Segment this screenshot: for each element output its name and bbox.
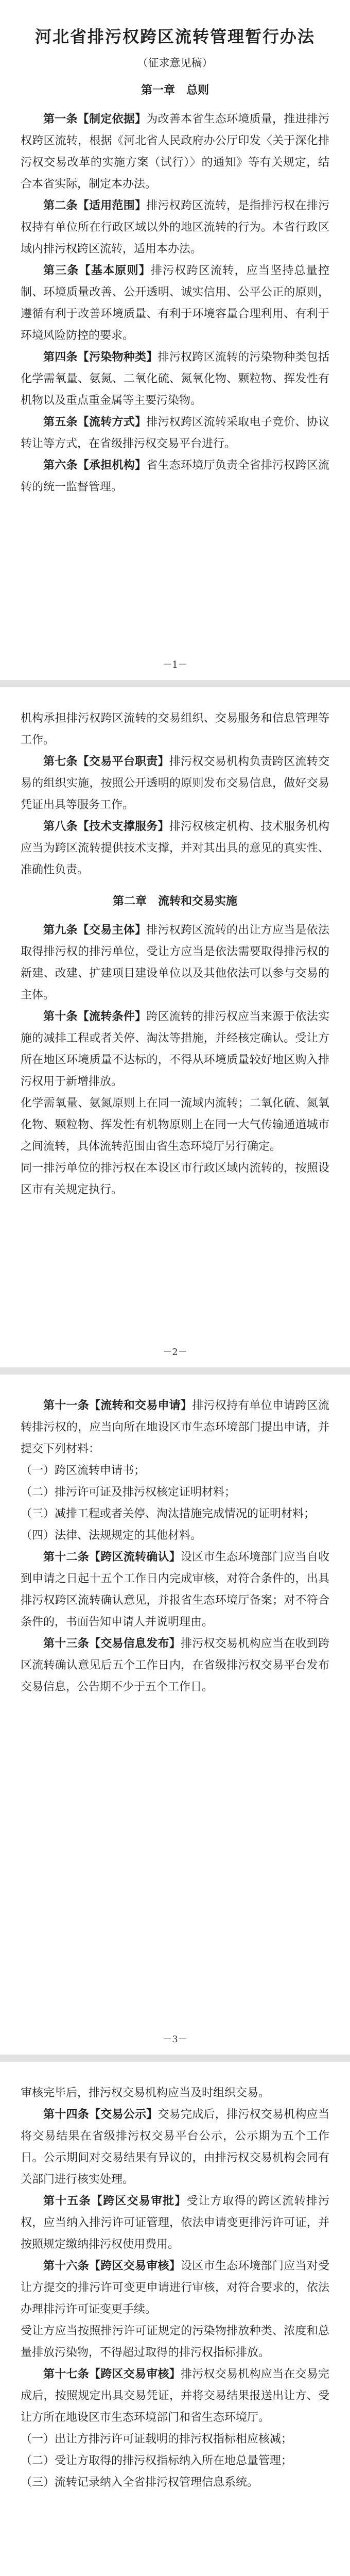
- article-number: 第五条【流转方式】: [43, 416, 147, 429]
- chapter-heading: 第一章 总则: [141, 84, 209, 97]
- article-text: 同一排污单位的排污权在本设区市行政区域内流转的，按照设区市有关规定执行。: [21, 1162, 329, 1196]
- body-paragraph: [21, 1482, 329, 1503]
- document-page: [0, 687, 350, 1367]
- article-text: （一）跨区流转申请书；: [21, 1464, 146, 1477]
- article-paragraph: [21, 195, 329, 260]
- article-number: 第四条【污染物种类】: [43, 351, 158, 364]
- article-number: 第八条【技术支撑服务】: [43, 820, 169, 833]
- article-number: 第十六条【跨区交易审核】: [43, 2260, 181, 2273]
- article-number: 第六条【承担机构】: [43, 459, 147, 472]
- article-text: 排污权交易机构应当在收到跨区流转确认意见后五个工作日内，在省级排污权交易平台发布交易信息，公告期不少于五个工作日。: [21, 1637, 329, 1693]
- article-text: （一）出让方排污许可证载明的排污权指标相应核减；: [21, 2433, 293, 2446]
- article-text: （四）法律、法规规定的其他材料。: [21, 1529, 202, 1542]
- article-text: 跨区流转的排污权应当来源于依法实施的减排工程或者关停、淘汰等措施，并经核定确认。受让方所在地区环境质量不达标的，不得从环境质量较好地区购入排污权用于新增排放。: [21, 1010, 329, 1088]
- body-paragraph: [21, 2472, 329, 2494]
- article-text: 排污权跨区流转的污染物种类包括化学需氧量、氨氮、二氧化硫、氮氧化物、颗粒物、挥发性有机物以及重点重金属等主要污染物。: [21, 351, 329, 407]
- article-text: 受让方取得的跨区流转排污权，应当纳入排污许可证管理，依法申请变更排污许可证，并按照规定缴纳排污权使用费用。: [21, 2195, 329, 2251]
- article-paragraph: [21, 816, 329, 881]
- page-number: －3－: [163, 2034, 187, 2045]
- body-paragraph: [21, 1503, 329, 1525]
- article-text: 为改善本省生态环境质量，推进排污权跨区流转，根据《河北省人民政府办公厅印发〈关于深化排污权交易改革的实施方案（试行）〉的通知》等有关规定，结合本省实际，制定本办法。: [21, 113, 329, 191]
- article-number: 第九条【交易主体】: [43, 924, 147, 937]
- article-text: （三）减排工程或者关停、淘汰措施完成情况的证明材料；: [21, 1507, 316, 1520]
- page-gap: [0, 680, 350, 687]
- article-paragraph: [21, 2191, 329, 2256]
- page-number: －1－: [163, 659, 187, 670]
- article-paragraph: [21, 751, 329, 816]
- article-number: 第十七条【跨区交易审核】: [43, 2368, 181, 2381]
- article-text: 排污权核定机构、技术服务机构应当为跨区流转提供技术支撑，并对其出具的意见的真实性、准确性负责。: [21, 820, 329, 876]
- body-paragraph: [21, 2320, 329, 2364]
- article-text: 交易完成后，排污权交易机构应当将交易结果在省级排污权交易平台公示，公示期为五个工作日。公示期间对交易结果有异议的，由排污权交易机构会同有关部门进行核实处理。: [21, 2108, 329, 2186]
- article-text: 机构承担排污权跨区流转的交易组织、交易服务和信息管理等工作。: [21, 712, 329, 747]
- article-paragraph: [21, 1547, 329, 1633]
- document-page: [0, 1375, 350, 2055]
- article-paragraph: [21, 1006, 329, 1093]
- article-number: 第十二条【跨区流转确认】: [43, 1551, 181, 1564]
- body-paragraph: [21, 1158, 329, 1201]
- article-paragraph: [21, 1395, 329, 1460]
- article-text: 排污权持有单位申请跨区流转排污权的，应当向所在地设区市生态环境部门提出申请，并提交下列材料：: [21, 1399, 329, 1455]
- article-paragraph: [21, 260, 329, 347]
- article-text: 排污权交易机构应当在交易完成后，按照规定出具交易凭证，并将交易结果报送出让方、受让方所在地设区市生态环境部门和省生态环境厅。: [21, 2368, 329, 2424]
- article-paragraph: [21, 347, 329, 412]
- article-paragraph: [21, 412, 329, 455]
- article-paragraph: [21, 109, 329, 195]
- article-number: 第十条【流转条件】: [43, 1010, 147, 1023]
- body-paragraph: [21, 1460, 329, 1482]
- article-number: 第十三条【交易信息发布】: [43, 1637, 181, 1650]
- article-paragraph: [21, 2256, 329, 2320]
- page-gap: [0, 1367, 350, 1375]
- article-number: 第十一条【流转和交易申请】: [43, 1399, 192, 1412]
- body-paragraph: [21, 1525, 329, 1547]
- article-text: 排污权跨区流转，是指排污权在排污权持有单位所在行政区域以外的地区流转的行为。本省行政区域内排污权跨区流转，适用本办法。: [21, 199, 329, 256]
- document-title: 河北省排污权跨区流转管理暂行办法: [34, 27, 315, 46]
- document-page: [0, 2062, 350, 2576]
- article-text: 化学需氧量、氨氮原则上在同一流域内流转；二氧化硫、氮氧化物、颗粒物、挥发性有机物原则上在同一大气传输通道城市之间流转，具体流转范围由省生态环境厅另行确定。: [21, 1097, 329, 1153]
- article-number: 第一条【制定依据】: [43, 113, 147, 126]
- article-text: 审核完毕后，排污权交易机构应当及时组织交易。: [21, 2087, 270, 2099]
- article-text: （二）排污许可证及排污权核定证明材料；: [21, 1486, 236, 1499]
- article-paragraph: [21, 2364, 329, 2429]
- article-text: 设区市生态环境部门应当对受让方提交的排污许可变更申请进行审核，对符合要求的，依法办理排污许可证变更手续。: [21, 2260, 329, 2316]
- document-page: [0, 0, 350, 680]
- article-number: 第十四条【交易公示】: [43, 2108, 158, 2121]
- document-subtitle: （征求意见稿）: [137, 57, 213, 69]
- article-paragraph: [21, 455, 329, 498]
- body-paragraph: [21, 2082, 329, 2104]
- article-text: 排污权跨区流转的出让方应当是依法取得排污权的排污单位，受让方应当是依法需要取得排污权的新建、改建、扩建项目建设单位以及其他依法可以参与交易的主体。: [21, 924, 329, 1002]
- article-paragraph: [21, 1633, 329, 1698]
- article-number: 第二条【适用范围】: [43, 199, 147, 212]
- article-paragraph: [21, 920, 329, 1006]
- page-gap: [0, 2055, 350, 2062]
- article-text: 省生态环境厅负责全省排污权跨区流转的统一监督管理。: [21, 459, 329, 494]
- body-paragraph: [21, 1093, 329, 1158]
- page-number: －2－: [163, 1347, 187, 1358]
- article-number: 第十五条【跨区交易审批】: [43, 2195, 187, 2208]
- article-text: 排污权交易机构负责跨区流转交易的组织实施，按照公开透明的原则发布交易信息，做好交易凭证出具等服务工作。: [21, 755, 329, 811]
- chapter-heading: 第二章 流转和交易实施: [112, 895, 237, 908]
- article-text: （三）流转记录纳入全省排污权管理信息系统。: [21, 2476, 259, 2489]
- article-text: 排污权跨区流转采取电子竞价、协议转让等方式，在省级排污权交易平台进行。: [21, 416, 329, 450]
- article-number: 第三条【基本原则】: [43, 264, 151, 277]
- article-paragraph: [21, 2104, 329, 2191]
- article-number: 第七条【交易平台职责】: [43, 755, 169, 768]
- article-text: （二）受让方取得的排污权指标纳入所在地总量管理；: [21, 2454, 293, 2467]
- body-paragraph: [21, 2450, 329, 2472]
- article-text: 受让方应当按照排污许可证规定的污染物排放种类、浓度和总量排放污染物，不得超过取得的排污权指标排放。: [21, 2325, 329, 2359]
- body-paragraph: [21, 2429, 329, 2450]
- body-paragraph: [21, 708, 329, 751]
- article-text: 设区市生态环境部门应当自收到申请之日起十五个工作日内完成审核，对符合条件的，出具排污权跨区流转确认意见，并报省生态环境厅备案；对不符合条件的，书面告知申请人并说明理由。: [21, 1551, 329, 1629]
- article-text: 排污权跨区流转，应当坚持总量控制、环境质量改善、公开透明、诚实信用、公平公正的原则，遵循有利于改善环境质量、有利于环境容量合理利用、有利于环境风险防控的要求。: [21, 264, 329, 342]
